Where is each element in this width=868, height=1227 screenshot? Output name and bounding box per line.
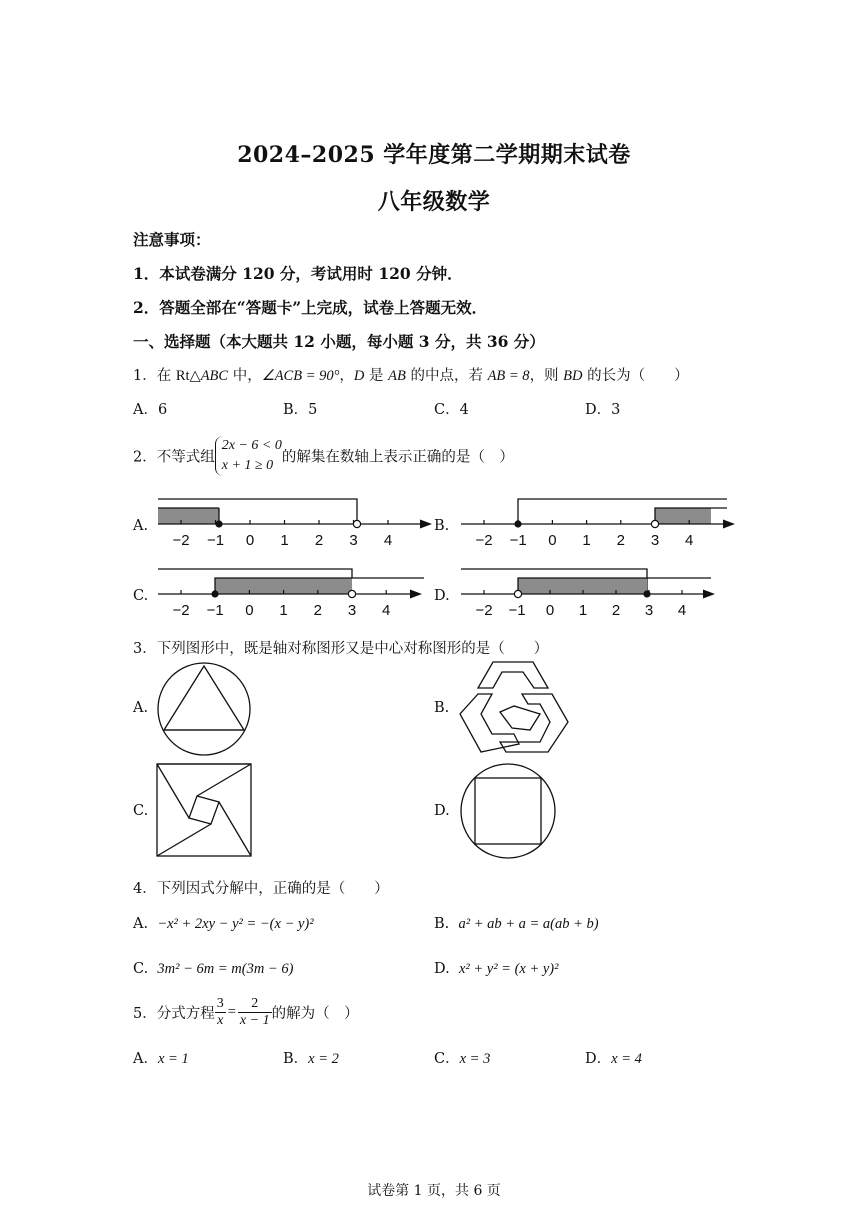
tick-label: 0 — [548, 532, 557, 549]
q4-option-d-expr: x² + y² = (x + y)² — [458, 961, 559, 977]
question-2: 2．不等式组 2x − 6 < 0 x + 1 ≥ 0 的解集在数轴上表示正确的是（ ） — [133, 436, 514, 476]
axis-arrow — [410, 590, 422, 599]
tick-label: 4 — [685, 532, 694, 549]
fraction-3-over-x: $\frac{3}{x}$ — [216, 996, 224, 1028]
tick-label: −2 — [475, 532, 493, 549]
q4-option-a[interactable]: A. −x² + 2xy − y² = −(x − y)² — [133, 916, 314, 932]
tick-label: 2 — [314, 532, 324, 549]
tick-label: 4 — [677, 602, 687, 619]
point-hollow — [353, 520, 360, 527]
notice-item-1: 1．本试卷满分 120 分，考试用时 120 分钟． — [133, 264, 463, 283]
tick-label: 2 — [616, 532, 625, 549]
q4-option-c[interactable]: C. 3m² − 6m = m(3m − 6) — [133, 961, 294, 977]
axis-arrow — [420, 520, 432, 529]
axis-arrow — [723, 520, 735, 529]
point-solid — [514, 520, 521, 527]
tick-label: 1 — [582, 532, 591, 549]
question-4: 4．下列因式分解中，正确的是（ ） — [133, 881, 389, 897]
q4-option-a-expr: −x² + 2xy − y² = −(x − y)² — [157, 916, 314, 932]
section-heading: 一、选择题（本大题共 12 小题，每小题 3 分，共 36 分） — [133, 332, 545, 351]
numberline-d[interactable] — [455, 560, 737, 622]
tick-label: 4 — [383, 532, 393, 549]
tick-label: 0 — [245, 602, 254, 619]
tick-label: 0 — [245, 532, 255, 549]
tick-label: 1 — [578, 602, 588, 619]
tick-label: −2 — [172, 532, 190, 549]
q2-label-a[interactable]: A. — [133, 518, 149, 534]
ray-left — [158, 569, 352, 578]
question-3: 3．下列图形中，既是轴对称图形又是中心对称图形的是（ ） — [133, 641, 549, 657]
page-footer: 试卷第 1 页，共 6 页 — [367, 1183, 501, 1199]
q3-label-b[interactable]: B. — [434, 700, 450, 716]
numberline-b[interactable] — [455, 490, 737, 552]
axis-arrow — [703, 590, 715, 599]
q3-label-d[interactable]: D. — [434, 803, 450, 819]
q2-label-b[interactable]: B. — [434, 518, 450, 534]
notice-heading: 注意事项： — [133, 230, 211, 249]
q5-option-a[interactable]: A．x = 1 — [133, 1051, 189, 1067]
fraction-2-over-x-minus-1: $\frac{2}{x - 1}$ — [239, 996, 270, 1028]
q4-option-c-expr: 3m² − 6m = m(3m − 6) — [157, 961, 294, 977]
tick-label: 3 — [347, 602, 357, 619]
notice-item-2: 2．答题全部在“答题卡”上完成，试卷上答题无效． — [133, 298, 488, 317]
shaded-region — [158, 508, 219, 524]
question-5: 5．分式方程 $\frac{3}{x}$ = $\frac{2}{x - 1}$ 的解为（ ） — [133, 996, 359, 1028]
tick-label: −2 — [172, 602, 190, 619]
tick-label: 3 — [650, 532, 660, 549]
numberline-a[interactable] — [152, 490, 434, 552]
point-solid — [643, 590, 650, 597]
inequality-system: 2x − 6 < 0 x + 1 ≥ 0 — [215, 436, 282, 476]
q5-option-b[interactable]: B．x = 2 — [283, 1051, 339, 1067]
numberline-c[interactable] — [152, 560, 434, 622]
tick-label: 3 — [644, 602, 654, 619]
q2-label-d[interactable]: D. — [434, 588, 450, 604]
tick-label: 3 — [349, 532, 358, 549]
question-1: 1．在 Rt△ABC 中，∠ACB = 90°，D 是 AB 的中点，若 AB = 8，则 BD 的长为（ ） — [133, 368, 689, 384]
point-hollow — [348, 590, 355, 597]
tick-label: 2 — [611, 602, 621, 619]
shaded-region — [655, 508, 711, 524]
point-hollow — [514, 590, 521, 597]
q3-label-a[interactable]: A. — [133, 700, 149, 716]
point-hollow — [651, 520, 658, 527]
tick-label: 1 — [279, 602, 288, 619]
q1-option-b[interactable]: B．5 — [283, 402, 318, 418]
tick-label: 1 — [280, 532, 289, 549]
tick-label: −1 — [508, 602, 526, 619]
q4-option-b[interactable]: B. a² + ab + a = a(ab + b) — [434, 916, 599, 932]
figure-d-circle-square[interactable] — [458, 762, 558, 860]
point-solid — [215, 520, 222, 527]
point-solid — [211, 590, 218, 597]
figure-a-circle-triangle[interactable] — [155, 660, 253, 758]
tick-label: −2 — [475, 602, 493, 619]
tick-label: 2 — [313, 602, 322, 619]
tick-label: −1 — [509, 532, 527, 549]
figure-c-square-pinwheel[interactable] — [155, 762, 253, 858]
q2-label-c[interactable]: C. — [133, 588, 149, 604]
q3-label-c[interactable]: C. — [133, 803, 149, 819]
exam-title: 2024–2025 学年度第二学期期末试卷 — [237, 142, 631, 168]
tick-label: 0 — [545, 602, 555, 619]
q5-option-c[interactable]: C．x = 3 — [434, 1051, 491, 1067]
q4-option-d[interactable]: D. x² + y² = (x + y)² — [434, 961, 559, 977]
q4-option-b-expr: a² + ab + a = a(ab + b) — [458, 916, 599, 932]
tick-label: −1 — [206, 602, 224, 619]
exam-subtitle: 八年级数学 — [377, 189, 491, 215]
q1-option-a[interactable]: A．6 — [133, 402, 168, 418]
q1-option-c[interactable]: C．4 — [434, 402, 469, 418]
q1-option-d[interactable]: D．3 — [585, 402, 621, 418]
tick-label: −1 — [206, 532, 225, 549]
tick-label: 4 — [382, 602, 391, 619]
figure-b-hexagon-chevrons[interactable] — [456, 660, 570, 756]
q5-option-d[interactable]: D．x = 4 — [585, 1051, 642, 1067]
